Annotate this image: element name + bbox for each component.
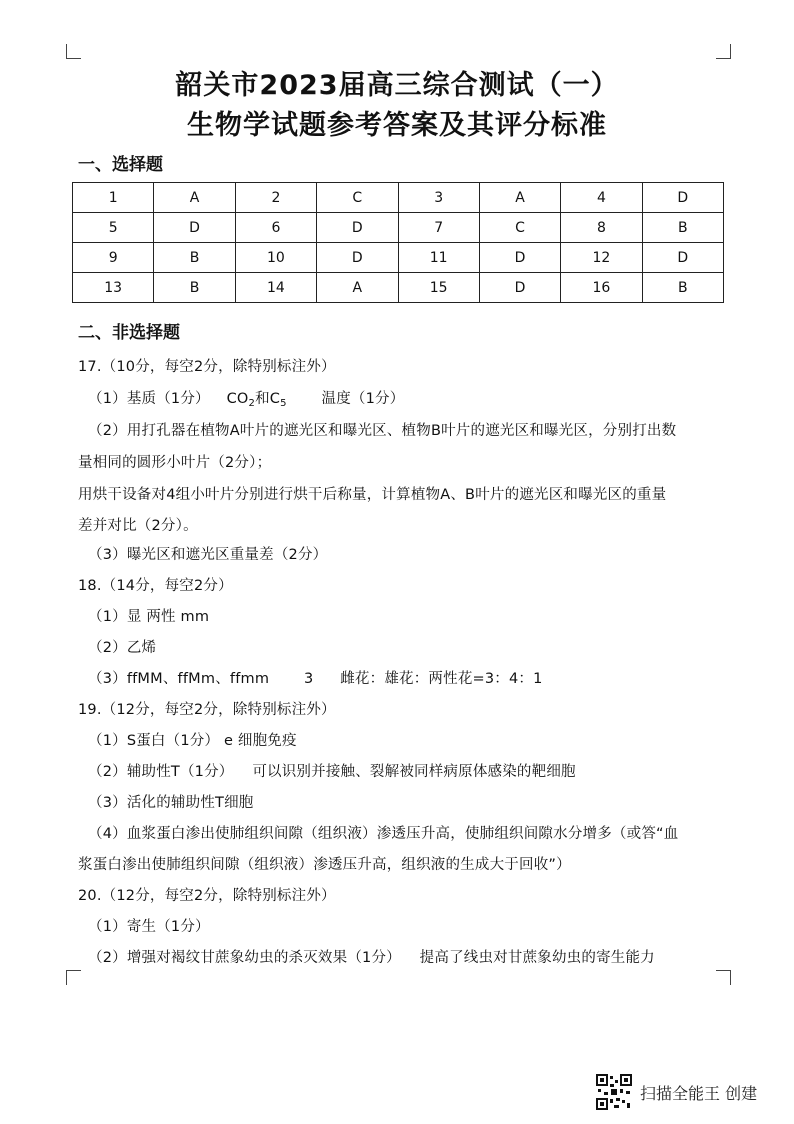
question-number-cell: 9 bbox=[73, 243, 154, 273]
answer-19-3: （3）活化的辅助性T细胞 bbox=[88, 795, 254, 811]
answer-17-2-line1: （2）用打孔器在植物A叶片的遮光区和曝光区、植物B叶片的遮光区和曝光区，分别打出数 bbox=[88, 423, 677, 439]
answer-18-3 bbox=[88, 667, 543, 688]
question-number-cell: 6 bbox=[235, 213, 316, 243]
answer-18-3-part-a: （3）ffMM、ffMm、ffmm bbox=[88, 671, 270, 687]
question-20-header: 20.（12分，每空2分，除特别标注外） bbox=[78, 888, 336, 904]
answer-17-1-part-b bbox=[227, 391, 287, 407]
question-number-cell: 1 bbox=[73, 183, 154, 213]
answer-cell: B bbox=[642, 273, 723, 303]
answer-cell: D bbox=[154, 213, 235, 243]
answer-cell: A bbox=[479, 183, 560, 213]
question-18-header: 18.（14分，每空2分） bbox=[78, 578, 233, 594]
answer-17-2-line4: 差并对比（2分）。 bbox=[78, 518, 198, 534]
answer-cell: D bbox=[479, 243, 560, 273]
qr-code-icon bbox=[596, 1074, 632, 1110]
answer-20-2-part-a: （2）增强对褐纹甘蔗象幼虫的杀灭效果（1分） bbox=[88, 950, 401, 966]
crop-mark-bottom-right bbox=[716, 970, 731, 985]
answer-cell: B bbox=[154, 243, 235, 273]
answer-row bbox=[73, 273, 724, 303]
co-subscript: 2 bbox=[248, 398, 256, 409]
answer-18-3-part-c: 雌花：雄花：两性花=3：4：1 bbox=[340, 671, 543, 687]
question-number-cell: 12 bbox=[561, 243, 642, 273]
answer-20-1: （1）寄生（1分） bbox=[88, 919, 210, 935]
scanner-watermark bbox=[596, 1074, 757, 1110]
c-subscript: 5 bbox=[280, 398, 287, 409]
answer-cell: B bbox=[642, 213, 723, 243]
answer-row bbox=[73, 243, 724, 273]
crop-mark-top-right bbox=[716, 44, 731, 59]
question-number-cell: 4 bbox=[561, 183, 642, 213]
answer-cell: D bbox=[642, 183, 723, 213]
answer-18-2: （2）乙烯 bbox=[88, 640, 157, 656]
answer-cell: A bbox=[154, 183, 235, 213]
watermark-text: 扫描全能王 创建 bbox=[640, 1083, 758, 1103]
answer-19-2-part-a: （2）辅助性T（1分） bbox=[88, 764, 234, 780]
answer-18-3-part-b: 3 bbox=[303, 671, 314, 687]
crop-mark-bottom-left bbox=[66, 970, 81, 985]
section-heading-nonchoice: 二、非选择题 bbox=[78, 323, 180, 343]
question-17-header: 17.（10分，每空2分，除特别标注外） bbox=[78, 359, 336, 375]
question-number-cell: 10 bbox=[235, 243, 316, 273]
section-heading-choice: 一、选择题 bbox=[78, 155, 163, 175]
answer-17-1-part-a: （1）基质（1分） bbox=[88, 391, 210, 407]
answer-cell: D bbox=[317, 213, 398, 243]
question-number-cell: 3 bbox=[398, 183, 479, 213]
answer-17-3: （3）曝光区和遮光区重量差（2分） bbox=[88, 547, 328, 563]
answer-19-4-line2: 浆蛋白渗出使肺组织间隙（组织液）渗透压升高，组织液的生成大于回收”） bbox=[78, 857, 571, 873]
answer-19-2-part-b: 可以识别并接触、裂解被同样病原体感染的靶细胞 bbox=[252, 764, 576, 780]
question-number-cell: 11 bbox=[398, 243, 479, 273]
and-c-text: 和C bbox=[255, 391, 281, 407]
crop-mark-top-left bbox=[66, 44, 81, 59]
answer-cell: C bbox=[317, 183, 398, 213]
document-title: 韶关市2023届高三综合测试（一） bbox=[175, 70, 619, 101]
answer-19-1: （1）S蛋白（1分） e 细胞免疫 bbox=[88, 733, 297, 749]
answer-row bbox=[73, 183, 724, 213]
question-number-cell: 14 bbox=[235, 273, 316, 303]
answer-18-1: （1）显 两性 mm bbox=[88, 609, 210, 625]
answer-cell: D bbox=[642, 243, 723, 273]
answer-cell: B bbox=[154, 273, 235, 303]
answer-row bbox=[73, 213, 724, 243]
answer-17-1-part-c: 温度（1分） bbox=[321, 391, 405, 407]
document-subtitle: 生物学试题参考答案及其评分标准 bbox=[187, 110, 607, 141]
answer-20-2 bbox=[88, 946, 655, 967]
answer-cell: D bbox=[317, 243, 398, 273]
answer-17-2-line2: 量相同的圆形小叶片（2分）； bbox=[78, 455, 272, 471]
question-number-cell: 5 bbox=[73, 213, 154, 243]
question-number-cell: 7 bbox=[398, 213, 479, 243]
answer-19-2 bbox=[88, 760, 576, 781]
question-number-cell: 13 bbox=[73, 273, 154, 303]
answer-table bbox=[72, 182, 724, 303]
question-number-cell: 15 bbox=[398, 273, 479, 303]
question-number-cell: 2 bbox=[235, 183, 316, 213]
co-text: CO bbox=[226, 391, 249, 407]
question-number-cell: 16 bbox=[561, 273, 642, 303]
question-19-header: 19.（12分，每空2分，除特别标注外） bbox=[78, 702, 336, 718]
answer-19-4-line1: （4）血浆蛋白渗出使肺组织间隙（组织液）渗透压升高，使肺组织间隙水分增多（或答“血 bbox=[88, 826, 679, 842]
answer-17-2-line3: 用烘干设备对4组小叶片分别进行烘干后称量，计算植物A、B叶片的遮光区和曝光区的重量 bbox=[78, 487, 667, 503]
question-number-cell: 8 bbox=[561, 213, 642, 243]
answer-17-1 bbox=[88, 387, 404, 409]
answer-cell: C bbox=[479, 213, 560, 243]
answer-20-2-part-b: 提高了线虫对甘蔗象幼虫的寄生能力 bbox=[419, 950, 655, 966]
answer-cell: A bbox=[317, 273, 398, 303]
answer-cell: D bbox=[479, 273, 560, 303]
